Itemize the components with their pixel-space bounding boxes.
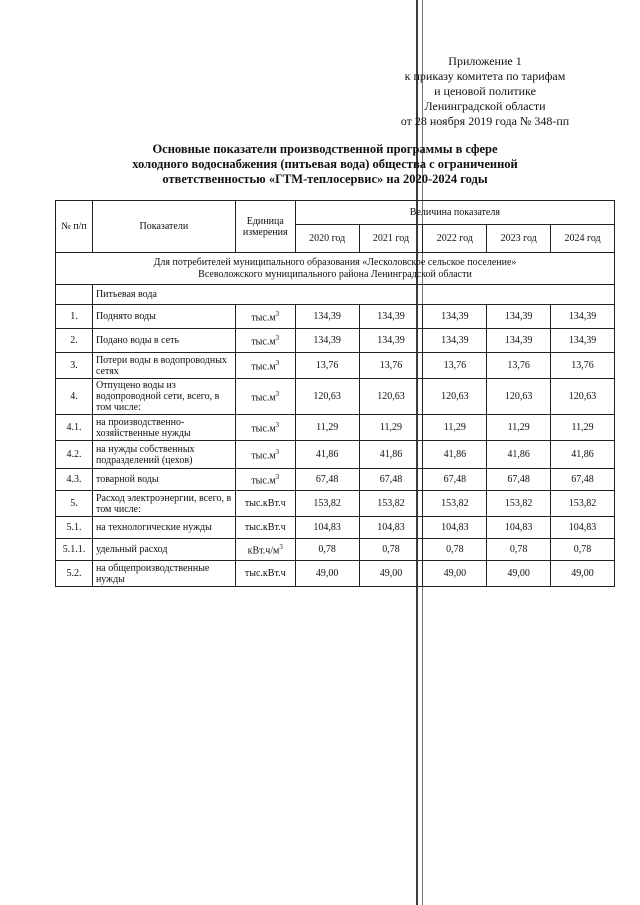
- appendix-line: Приложение 1: [448, 54, 522, 68]
- header-indicator: Показатели: [92, 201, 235, 253]
- unit-superscript: 3: [279, 542, 283, 551]
- unit-text: тыс.м: [251, 336, 276, 348]
- row-unit: [235, 441, 295, 469]
- row-indicator: Отпущено воды из водопроводной сети, всего, в том числе:: [92, 379, 235, 415]
- row-unit: [235, 561, 295, 587]
- table-row: [56, 561, 615, 587]
- header-year: 2021 год: [359, 225, 423, 253]
- row-indicator: товарной воды: [92, 469, 235, 491]
- row-num: 4.1.: [56, 415, 93, 441]
- row-value: 49,00: [487, 561, 551, 587]
- row-indicator: на нужды собственных подразделений (цехов): [92, 441, 235, 469]
- row-value: 120,63: [551, 379, 615, 415]
- row-num: 5.1.1.: [56, 539, 93, 561]
- row-value: 11,29: [423, 415, 487, 441]
- table-row: [56, 469, 615, 491]
- row-num: 1.: [56, 305, 93, 329]
- unit-text: тыс.м: [251, 423, 276, 435]
- table-row: [56, 441, 615, 469]
- table-row: [56, 517, 615, 539]
- unit-superscript: 3: [275, 333, 280, 342]
- row-unit: [235, 517, 295, 539]
- row-unit: [235, 539, 295, 561]
- row-value: 41,86: [359, 441, 423, 469]
- header-year: 2024 год: [551, 225, 615, 253]
- row-value: 134,39: [295, 305, 359, 329]
- row-value: 67,48: [423, 469, 487, 491]
- unit-text: тыс.кВт.ч: [244, 522, 286, 533]
- header-year: 2022 год: [423, 225, 487, 253]
- row-value: 41,86: [295, 441, 359, 469]
- document-title: [90, 142, 560, 187]
- row-value: 67,48: [359, 469, 423, 491]
- row-value: 0,78: [551, 539, 615, 561]
- row-value: 0,78: [423, 539, 487, 561]
- table-row: [56, 379, 615, 415]
- header-year: 2020 год: [295, 225, 359, 253]
- row-value: 134,39: [359, 305, 423, 329]
- unit-superscript: 3: [275, 358, 280, 367]
- title-line: Основные показатели производственной программы в сфере: [152, 142, 498, 156]
- row-indicator: на технологические нужды: [92, 517, 235, 539]
- row-value: 11,29: [359, 415, 423, 441]
- row-value: 13,76: [551, 353, 615, 379]
- row-value: 11,29: [487, 415, 551, 441]
- row-value: 134,39: [359, 329, 423, 353]
- row-unit: [235, 469, 295, 491]
- row-value: 11,29: [551, 415, 615, 441]
- row-value: 153,82: [423, 491, 487, 517]
- row-value: 153,82: [551, 491, 615, 517]
- row-value: 49,00: [551, 561, 615, 587]
- row-num: 5.2.: [56, 561, 93, 587]
- row-value: 153,82: [359, 491, 423, 517]
- table-row: [56, 353, 615, 379]
- row-unit: [235, 379, 295, 415]
- header-year: 2023 год: [487, 225, 551, 253]
- unit-text: тыс.кВт.ч: [244, 568, 286, 579]
- appendix-line: к приказу комитета по тарифам: [404, 69, 566, 83]
- table-row: [56, 491, 615, 517]
- row-value: 11,29: [295, 415, 359, 441]
- unit-text: тыс.кВт.ч: [244, 498, 286, 509]
- row-indicator: Расход электроэнергии, всего, в том числе:: [92, 491, 235, 517]
- consumer-note-line: Всеволожского муниципального района Ленинградской области: [198, 268, 472, 280]
- unit-text: кВт.ч/м: [247, 545, 280, 557]
- header-num: № п/п: [56, 201, 93, 253]
- row-value: 104,83: [295, 517, 359, 539]
- row-value: 41,86: [423, 441, 487, 469]
- unit-superscript: 3: [275, 472, 280, 481]
- unit-text: тыс.м: [251, 361, 276, 373]
- unit-superscript: 3: [275, 309, 280, 318]
- row-unit: [235, 353, 295, 379]
- row-value: 120,63: [423, 379, 487, 415]
- row-num: 5.: [56, 491, 93, 517]
- unit-superscript: 3: [275, 447, 280, 456]
- row-unit: [235, 415, 295, 441]
- row-value: 153,82: [295, 491, 359, 517]
- row-value: 134,39: [487, 305, 551, 329]
- row-value: 120,63: [295, 379, 359, 415]
- consumer-note-line: Для потребителей муниципального образования «Лесколовское сельское поселение»: [153, 256, 517, 268]
- row-value: 49,00: [295, 561, 359, 587]
- row-value: 0,78: [295, 539, 359, 561]
- row-num: 4.: [56, 379, 93, 415]
- row-num: 4.3.: [56, 469, 93, 491]
- row-num: 3.: [56, 353, 93, 379]
- header-value-group: Величина показателя: [295, 201, 614, 225]
- row-value: 49,00: [423, 561, 487, 587]
- appendix-line: Ленинградской области: [424, 99, 546, 113]
- row-value: 41,86: [487, 441, 551, 469]
- row-value: 134,39: [295, 329, 359, 353]
- row-value: 104,83: [359, 517, 423, 539]
- section-label: Питьевая вода: [92, 285, 614, 305]
- row-unit: [235, 329, 295, 353]
- row-value: 41,86: [551, 441, 615, 469]
- row-num: 2.: [56, 329, 93, 353]
- indicators-table: [55, 200, 615, 587]
- appendix-block: [370, 54, 600, 129]
- row-value: 13,76: [295, 353, 359, 379]
- row-indicator: на производственно-хозяйственные нужды: [92, 415, 235, 441]
- row-value: 67,48: [295, 469, 359, 491]
- table-row: [56, 415, 615, 441]
- row-unit: [235, 305, 295, 329]
- row-unit: [235, 491, 295, 517]
- row-value: 67,48: [551, 469, 615, 491]
- row-value: 120,63: [359, 379, 423, 415]
- row-indicator: Поднято воды: [92, 305, 235, 329]
- unit-text: тыс.м: [251, 450, 276, 462]
- row-value: 153,82: [487, 491, 551, 517]
- row-value: 67,48: [487, 469, 551, 491]
- table-row: [56, 305, 615, 329]
- row-value: 13,76: [423, 353, 487, 379]
- row-value: 13,76: [487, 353, 551, 379]
- consumer-note: [56, 253, 615, 285]
- row-indicator: удельный расход: [92, 539, 235, 561]
- unit-superscript: 3: [275, 389, 280, 398]
- unit-text: тыс.м: [251, 475, 276, 487]
- row-value: 120,63: [487, 379, 551, 415]
- unit-text: тыс.м: [251, 312, 276, 324]
- row-value: 134,39: [551, 329, 615, 353]
- section-num-cell: [56, 285, 93, 305]
- table-row: [56, 329, 615, 353]
- row-value: 104,83: [487, 517, 551, 539]
- row-value: 104,83: [551, 517, 615, 539]
- row-value: 134,39: [423, 329, 487, 353]
- row-indicator: Потери воды в водопроводных сетях: [92, 353, 235, 379]
- row-num: 5.1.: [56, 517, 93, 539]
- row-value: 13,76: [359, 353, 423, 379]
- row-value: 0,78: [487, 539, 551, 561]
- title-line: ответственностью «ГТМ-теплосервис» на 2020-2024 годы: [162, 172, 488, 186]
- row-value: 104,83: [423, 517, 487, 539]
- appendix-line: и ценовой политике: [434, 84, 536, 98]
- row-value: 134,39: [487, 329, 551, 353]
- row-value: 134,39: [551, 305, 615, 329]
- row-num: 4.2.: [56, 441, 93, 469]
- row-value: 134,39: [423, 305, 487, 329]
- row-value: 0,78: [359, 539, 423, 561]
- appendix-line: от 28 ноября 2019 года № 348-пп: [400, 114, 570, 128]
- table-row: [56, 539, 615, 561]
- unit-text: тыс.м: [251, 392, 276, 404]
- header-unit: Единица измерения: [235, 201, 295, 253]
- title-line: холодного водоснабжения (питьевая вода) общества с ограниченной: [132, 157, 518, 171]
- row-indicator: Подано воды в сеть: [92, 329, 235, 353]
- row-value: 49,00: [359, 561, 423, 587]
- row-indicator: на общепроизводственные нужды: [92, 561, 235, 587]
- unit-superscript: 3: [275, 420, 280, 429]
